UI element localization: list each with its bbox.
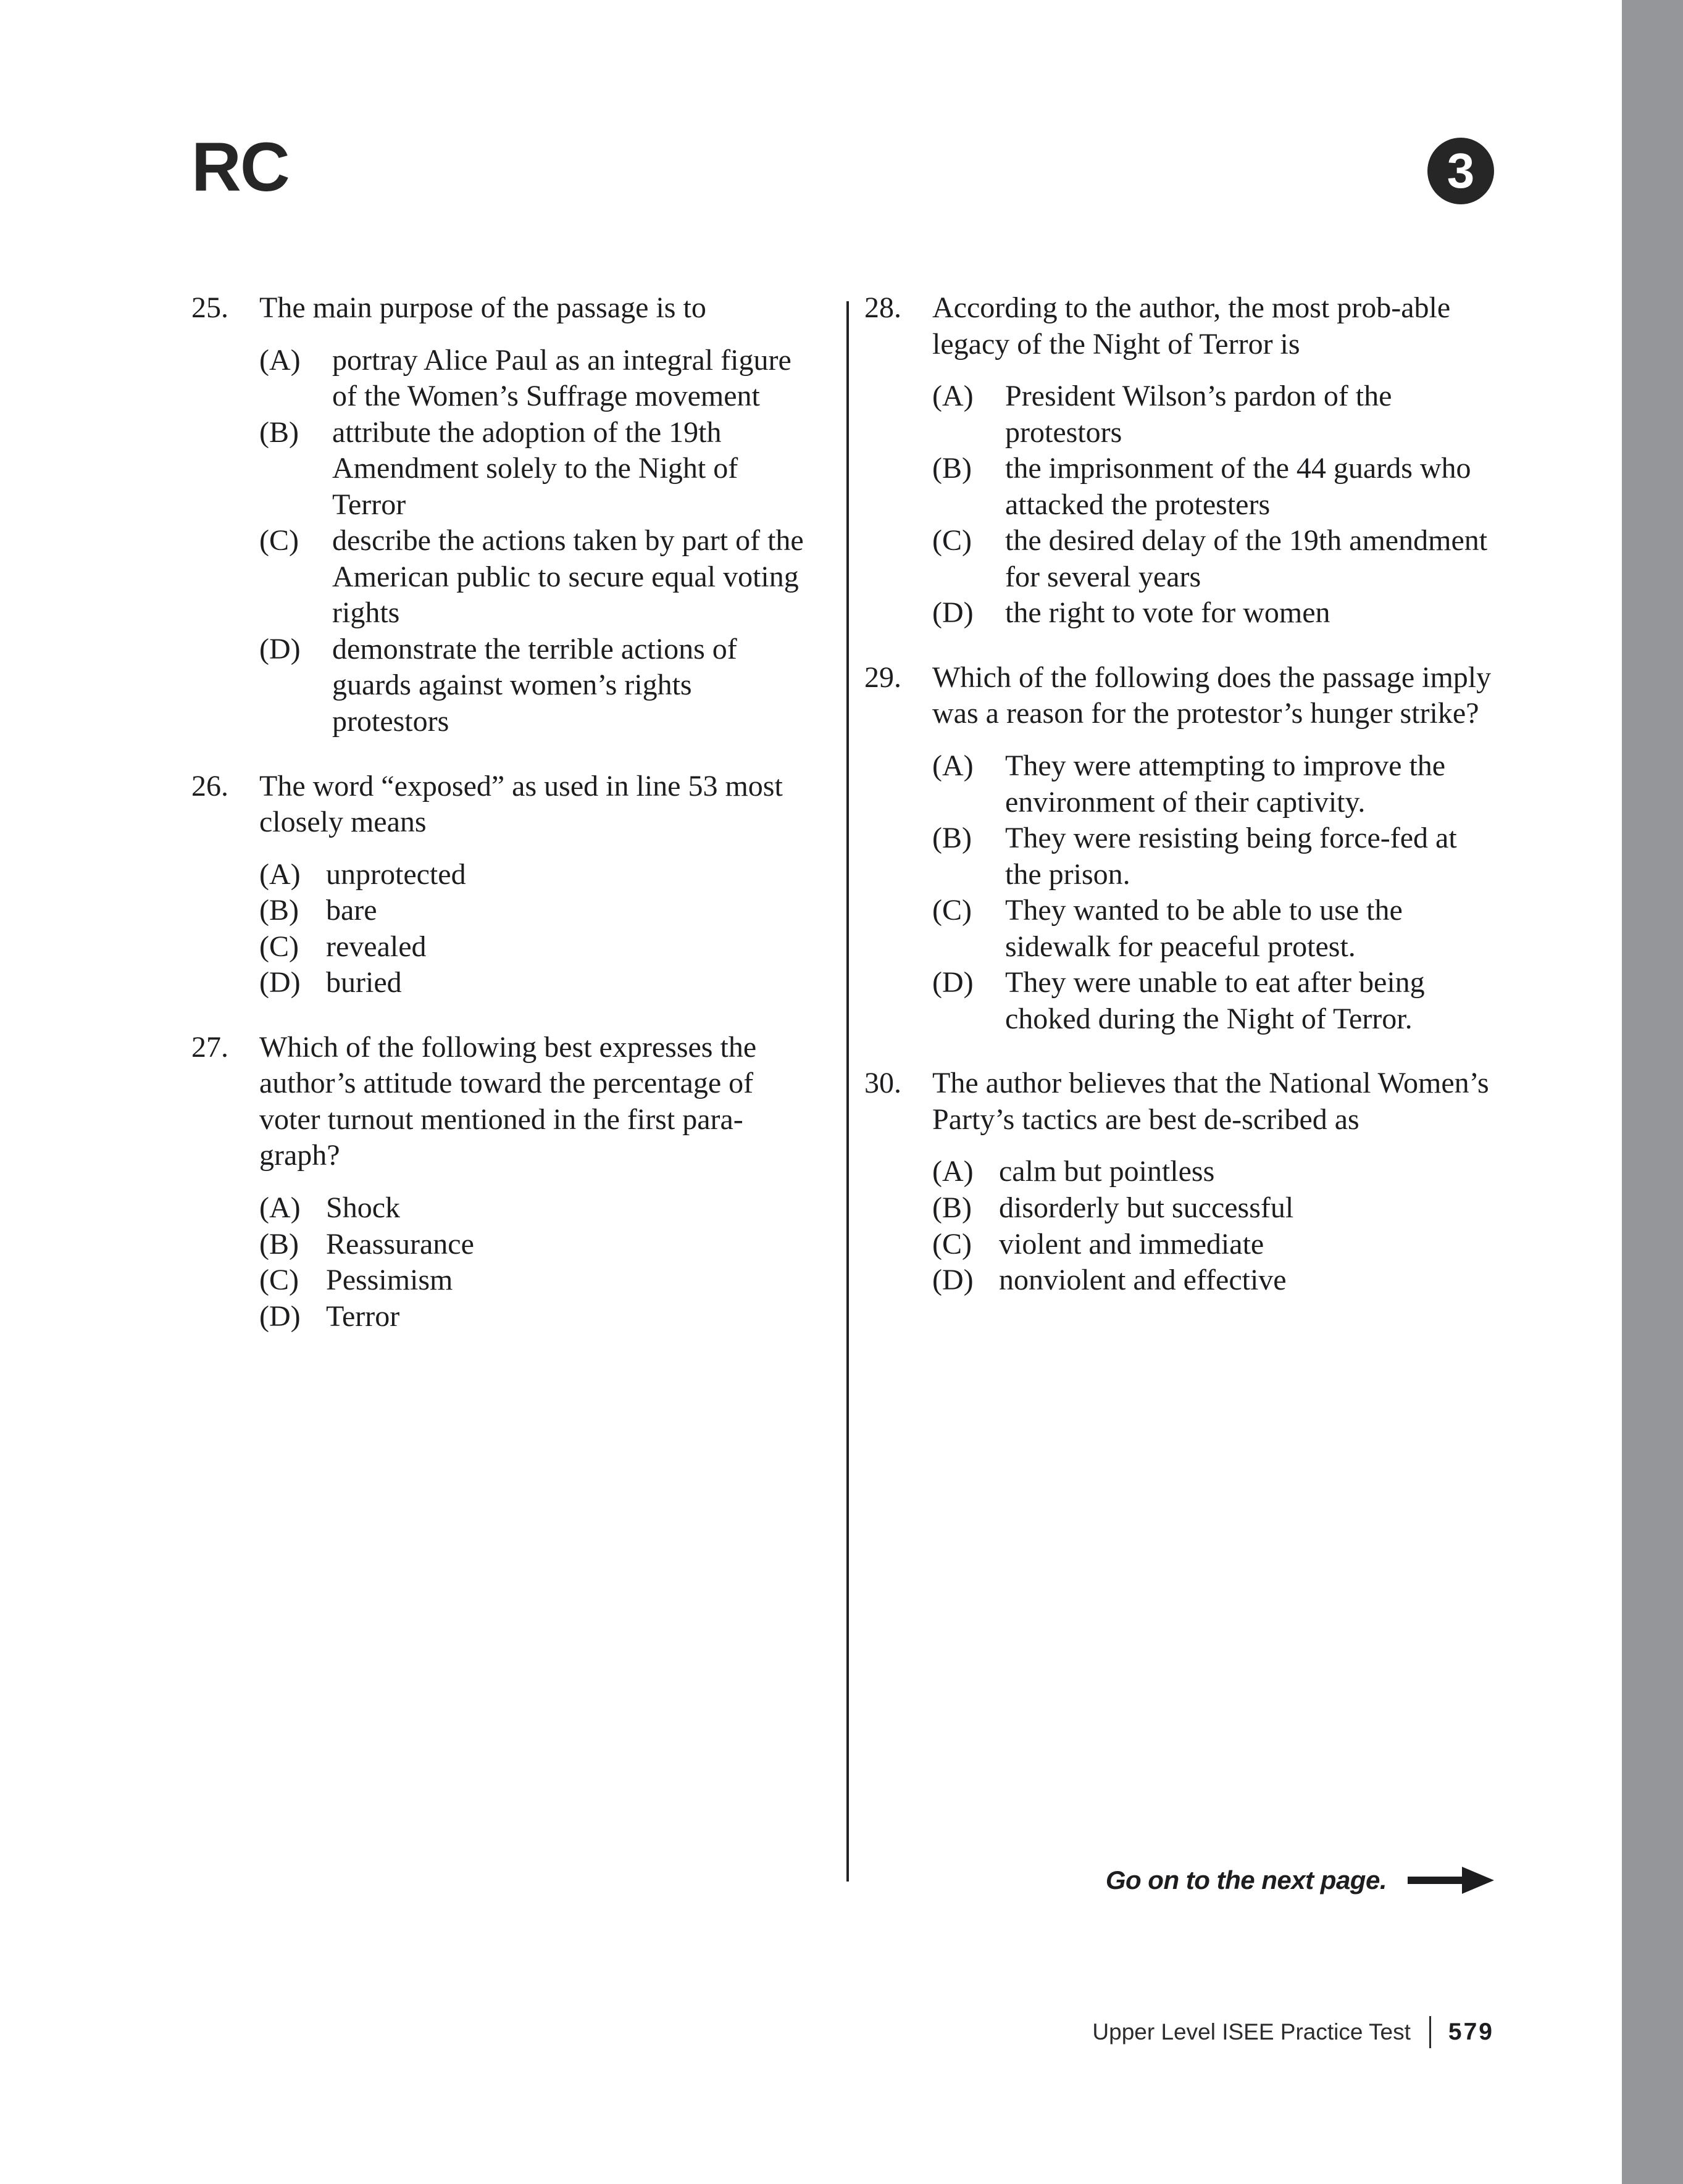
answer-choice-text: attribute the adoption of the 19th Amendment solely to the Night of Terror <box>332 415 738 521</box>
answer-choice-text: They were attempting to improve the environment of their captivity. <box>1005 749 1446 819</box>
answer-choice-text: Pessimism <box>326 1264 453 1297</box>
question-stem <box>191 290 815 327</box>
question-29 <box>864 660 1494 1037</box>
answer-choices <box>864 748 1494 1037</box>
answer-choice-text: unprotected <box>326 857 466 891</box>
answer-choice-letter: (D) <box>259 966 301 999</box>
answer-choice-text: disorderly but successful <box>999 1191 1294 1225</box>
question-26 <box>191 769 815 1001</box>
question-30 <box>864 1065 1494 1298</box>
footer-divider <box>1429 2016 1431 2048</box>
question-column-left <box>191 290 815 1363</box>
question-number: 28. <box>864 291 901 324</box>
answer-choice[interactable] <box>259 1299 815 1335</box>
answer-choice[interactable] <box>932 1227 1494 1263</box>
answer-choice[interactable] <box>259 965 815 1001</box>
answer-choice-text: revealed <box>326 930 427 963</box>
question-text: The author believes that the National Women’s Party’s tactics are best de-scribed as <box>932 1067 1489 1136</box>
question-text: Which of the following best expresses the author’s attitude toward the percentage of voter turnout mentioned in the first para-graph? <box>259 1030 757 1172</box>
question-28 <box>864 290 1494 631</box>
question-text: According to the author, the most prob-able legacy of the Night of Terror is <box>932 291 1451 361</box>
answer-choice[interactable] <box>259 1227 815 1263</box>
answer-choices <box>864 378 1494 631</box>
answer-choice-letter: (C) <box>932 894 972 927</box>
answer-choice-letter: (C) <box>932 1227 972 1261</box>
answer-choice-letter: (B) <box>932 1191 972 1225</box>
answer-choices <box>191 857 815 1001</box>
answer-choice-letter: (A) <box>932 1155 974 1188</box>
answer-choice[interactable] <box>259 1190 815 1227</box>
answer-choice-letter: (B) <box>259 1227 299 1261</box>
answer-choice-text: buried <box>326 966 402 999</box>
answer-choice-letter: (C) <box>259 524 299 557</box>
question-stem <box>864 1065 1494 1138</box>
answer-choice[interactable] <box>932 451 1494 523</box>
question-column-right <box>864 290 1494 1327</box>
question-text: The word “exposed” as used in line 53 most closely means <box>259 769 783 839</box>
answer-choice[interactable] <box>932 1154 1494 1190</box>
answer-choice[interactable] <box>932 820 1494 893</box>
answer-choice-letter: (A) <box>259 1191 301 1225</box>
answer-choice-letter: (B) <box>259 415 299 449</box>
go-on-next-page-label: Go on to the next page. <box>1105 1865 1387 1894</box>
answer-choice[interactable] <box>259 343 815 415</box>
answer-choice-text: violent and immediate <box>999 1227 1264 1261</box>
answer-choice-letter: (C) <box>932 524 972 557</box>
answer-choice-text: Shock <box>326 1191 400 1225</box>
right-arrow-icon <box>1408 1864 1494 1896</box>
answer-choice-text: the right to vote for women <box>1005 596 1330 630</box>
answer-choice[interactable] <box>932 1262 1494 1299</box>
answer-choice[interactable] <box>932 378 1494 451</box>
answer-choice-letter: (B) <box>259 894 299 927</box>
answer-choice-letter: (B) <box>932 822 972 855</box>
question-27 <box>191 1030 815 1335</box>
answer-choice[interactable] <box>259 857 815 893</box>
answer-choice-letter: (A) <box>932 380 974 413</box>
question-stem <box>191 1030 815 1174</box>
answer-choice[interactable] <box>259 523 815 631</box>
question-number: 27. <box>191 1030 228 1064</box>
page-number-label: 579 <box>1448 2019 1494 2045</box>
answer-choice-text: They were unable to eat after being choked during the Night of Terror. <box>1005 966 1425 1035</box>
go-on-next-page-notice <box>1087 1864 1494 1896</box>
answer-choice-letter: (A) <box>932 749 974 783</box>
answer-choice[interactable] <box>932 965 1494 1037</box>
question-stem <box>864 660 1494 732</box>
answer-choice[interactable] <box>932 1190 1494 1227</box>
answer-choice-text: the imprisonment of the 44 guards who attacked the protesters <box>1005 452 1471 521</box>
section-number-badge: 3 <box>1427 138 1494 204</box>
answer-choice[interactable] <box>259 929 815 965</box>
question-number: 29. <box>864 661 901 694</box>
question-text: Which of the following does the passage imply was a reason for the protestor’s hunger strike? <box>932 661 1492 730</box>
answer-choice-text: portray Alice Paul as an integral figure of the Women’s Suffrage movement <box>332 343 791 413</box>
answer-choice[interactable] <box>259 631 815 740</box>
answer-choice-letter: (A) <box>259 857 301 891</box>
answer-choice[interactable] <box>259 1262 815 1299</box>
answer-choice-letter: (A) <box>259 343 301 377</box>
question-number: 25. <box>191 291 228 324</box>
answer-choice-letter: (D) <box>932 966 974 999</box>
answer-choice-text: They wanted to be able to use the sidewalk for peaceful protest. <box>1005 894 1403 963</box>
answer-choice-text: demonstrate the terrible actions of guards against women’s rights protestors <box>332 632 737 738</box>
answer-choice-text: nonviolent and effective <box>999 1264 1287 1297</box>
answer-choices <box>191 343 815 740</box>
answer-choice-text: the desired delay of the 19th amendment for several years <box>1005 524 1488 593</box>
answer-choice-letter: (C) <box>259 1264 299 1297</box>
answer-choices <box>864 1154 1494 1298</box>
answer-choice-letter: (B) <box>932 452 972 485</box>
question-25 <box>191 290 815 740</box>
book-title-label: Upper Level ISEE Practice Test <box>1092 2019 1411 2044</box>
answer-choice-text: bare <box>326 894 377 927</box>
answer-choice-text: They were resisting being force-fed at the prison. <box>1005 822 1457 891</box>
question-text: The main purpose of the passage is to <box>259 291 706 324</box>
answer-choice-text: describe the actions taken by part of the American public to secure equal voting rights <box>332 524 804 630</box>
answer-choice-text: Reassurance <box>326 1227 474 1261</box>
question-stem <box>864 290 1494 362</box>
answer-choice-text: calm but pointless <box>999 1155 1215 1188</box>
question-number: 30. <box>864 1067 901 1100</box>
answer-choice[interactable] <box>932 893 1494 965</box>
answer-choice-letter: (D) <box>259 1299 301 1333</box>
section-code-label: RC <box>191 128 289 206</box>
column-divider <box>846 301 849 1882</box>
answer-choices <box>191 1190 815 1335</box>
answer-choice-text: President Wilson’s pardon of the protestors <box>1005 380 1392 449</box>
answer-choice[interactable] <box>259 415 815 523</box>
question-stem <box>191 769 815 841</box>
page-footer <box>926 2016 1494 2048</box>
answer-choice-text: Terror <box>326 1299 400 1333</box>
page-edge-gray-bar <box>1622 0 1683 2184</box>
answer-choice[interactable] <box>932 595 1494 631</box>
answer-choice[interactable] <box>259 893 815 929</box>
answer-choice-letter: (D) <box>932 1264 974 1297</box>
answer-choice-letter: (D) <box>259 632 301 665</box>
question-number: 26. <box>191 769 228 802</box>
answer-choice-letter: (C) <box>259 930 299 963</box>
answer-choice[interactable] <box>932 523 1494 595</box>
page-header <box>191 128 1494 244</box>
answer-choice-letter: (D) <box>932 596 974 630</box>
answer-choice[interactable] <box>932 748 1494 820</box>
